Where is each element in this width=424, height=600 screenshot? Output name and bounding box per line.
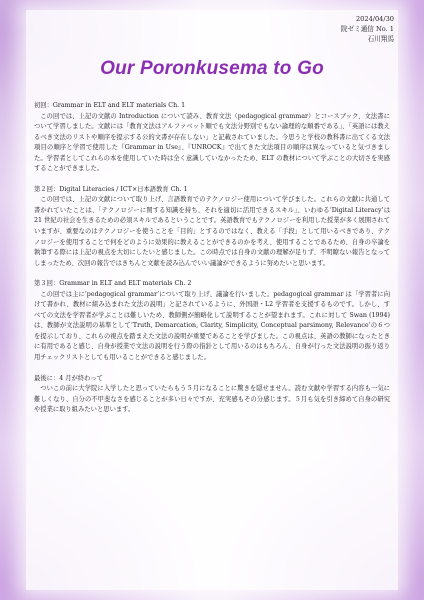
section-4 xyxy=(34,374,390,416)
issue-date: 2024/04/30 xyxy=(355,15,394,23)
section-body: この回では、上記の文献の Introduction について読み、教育文法（pedagogical grammar）とコースブック、文法書について学習しました。文献には「教育文法はアルファベット順でも文法分野別でもない論理的な順番である」、「英語には教えるべき文法のリストや順序を提示する公的文書が存在しない」と記載されていました。今思うと学校の教科書に出てくる文法項目の順序と学習で使用した『Grammar in Use』、『UNROCK』で出てきた文法項目の順序は異なっていると気づきました。学習者としてこれらの本を使用していた時は全く意識していなかったため、ELT の教材について学ぶことの大切さを実感することができました。 xyxy=(34,112,390,173)
section-heading: 初回：Grammar in ELT and ELT materials Ch. 1 xyxy=(34,102,186,109)
section-heading: 最後に：4 月が終わって xyxy=(34,374,103,382)
section-body: この回では主に‘pedagogical grammar’について取り上げ、議論を行いました。pedagogical grammar は「学習者に向けて書かれ、教材に組み込まれた文法の説明」と記されているように、外国語・L2 学習者を支援するものです。しかし、すべての文法を学習者が学ぶことは難しいため、教師側が簡略化して説明することが望まれます。これに対して Swan (1994) は、教師が文法説明の基準として‘Truth, Demarcation, Clarity, Simplicity, Conceptual parsimony, Relevance’の６つを提示しており、これらの視点を踏まえた文法の説明が重要であることを学びました。この視点は、英語の教師になったときに有用であると感じ、自身が授業で文法の説明を行う際の指針として用いるのはもちろん、自身が行った文法説明の振り返り用チェックリストとしても用いることができると感じました。 xyxy=(34,290,390,362)
newsletter-header xyxy=(341,14,394,44)
section-body: この回では、上記の文献について取り上げ、言語教育でのテクノロジー使用について学びました。これらの文献に共通して書かれていたことは、「テクノロジーに関する知識を持ち、それを適切に活用できるスキル」、いわゆる‘Digital Literacy’は 21 世紀の社会を生きるための必須スキルであるということです。英語教育でもテクノロジーを利用した授業が多く展開されていますが、重要なのはテクノロジーを使うことを「目的」とするのではなく、教える「手段」として用いるべきであり、テクノロジーを使用することで何をどのように効果的に教えることができるのかを考え、使用することであるため、自身の卒論を執筆する際には上記の視点を大切にしたいと感じました。この時点では自身の文献の理解が足りず、不明瞭ない報告となってしまったため、次回の報告ではきちんと文献を読み込んでいい議論ができるように努めたいと思います。 xyxy=(34,196,390,267)
section-1 xyxy=(34,101,390,175)
issue-number: 院ゼミ通信 No. 1 xyxy=(340,25,394,33)
section-heading: 第３回：Grammar in ELT and ELT materials Ch. 2 xyxy=(34,280,192,288)
section-3 xyxy=(34,279,390,363)
section-2 xyxy=(34,185,390,269)
newsletter-title: Our Poronkusema to Go xyxy=(100,58,324,79)
section-heading: 第２回：Digital Literacies / ICT×日本語教育 Ch. 1 xyxy=(34,185,188,193)
author-name: 石川翔馬 xyxy=(367,35,394,43)
section-body: ついこの前に大学院に入学したと思っていたらもう５月になることに驚きを隠せません。読む文献や学習する内容も一気に難しくなり、自分の不甲斐なさを感じることが多い日々ですが、充実感もその分感じます。５月も気を引き締めて自身の研究や授業に取り組みたいと思います。 xyxy=(34,385,390,414)
newsletter-body xyxy=(34,101,390,426)
